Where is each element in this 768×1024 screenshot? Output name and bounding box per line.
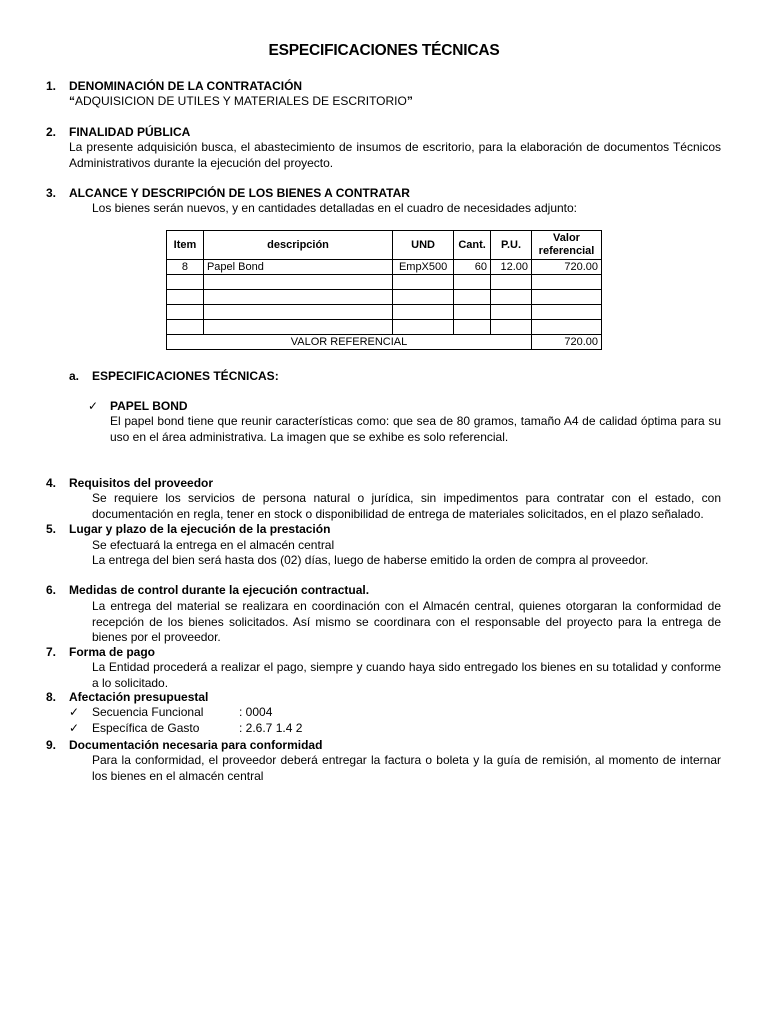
section-9-number: 9. — [46, 738, 57, 752]
section-2-text: La presente adquisición busca, el abastecimiento de insumos de escritorio, para la elaboración de documentos Técnicos Administrativos durante la ejecución del proyecto. — [69, 140, 721, 170]
header-description: descripción — [203, 231, 392, 260]
section-3-heading: ALCANCE Y DESCRIPCIÓN DE LOS BIENES A CONTRATAR — [69, 186, 410, 200]
check-icon: ✓ — [69, 705, 80, 719]
table-header-row — [167, 231, 602, 260]
section-3-text: Los bienes serán nuevos, y en cantidades detalladas en el cuadro de necesidades adjunto: — [92, 201, 578, 215]
section-4-heading: Requisitos del proveedor — [69, 476, 214, 490]
table-row — [167, 260, 602, 275]
open-quote: “ — [69, 94, 75, 108]
budget-item-2-value: : 2.6.7 1.4 2 — [239, 721, 303, 735]
section-6-number: 6. — [46, 583, 57, 597]
papel-bond-heading: PAPEL BOND — [110, 399, 188, 413]
table-row-empty — [167, 305, 602, 320]
section-8-heading: Afectación presupuestal — [69, 690, 209, 704]
subsection-a-letter: a. — [69, 369, 80, 383]
header-und: UND — [393, 231, 454, 260]
header-pu: P.U. — [491, 231, 532, 260]
footer-value: 720.00 — [532, 335, 602, 350]
section-7-heading: Forma de pago — [69, 645, 156, 659]
papel-bond-text: El papel bond tiene que reunir características como: que sea de 80 gramos, tamaño A4 de calidad óptima para su uso en el área administrativa. La imagen que se exhibe es solo referencial. — [110, 414, 721, 444]
section-7-text: La Entidad procederá a realizar el pago, siempre y cuando haya sido entregado los bienes en su totalidad y conforme a lo solicitado. — [92, 660, 721, 690]
header-cant: Cant. — [454, 231, 491, 260]
header-item: Item — [167, 231, 204, 260]
document-title: ESPECIFICACIONES TÉCNICAS — [268, 42, 500, 59]
table-row-empty — [167, 320, 602, 335]
table-row-empty — [167, 290, 602, 305]
budget-item-2-label: Específica de Gasto — [92, 721, 200, 735]
section-4-text: Se requiere los servicios de persona natural o jurídica, sin impedimentos para contratar con el estado, con documentación en regla, tener en stock o disponibilidad de entrega de materiales solicitados, en el plazo señalado. — [92, 491, 721, 521]
section-5-line-2: La entrega del bien será hasta dos (02) días, luego de haberse emitido la orden de compra al proveedor. — [92, 553, 649, 567]
budget-item-1-value: : 0004 — [239, 705, 273, 719]
section-1-text — [69, 94, 413, 110]
cell-cant: 60 — [454, 260, 491, 275]
section-1-number: 1. — [46, 79, 57, 93]
section-6-text: La entrega del material se realizara en coordinación con el Almacén central, quienes otorgaran la conformidad de recepción de los bienes solicitados. Así mismo se coordinara con el responsable del proyecto para la entrega de bienes por el proveedor. — [92, 599, 721, 644]
section-7-number: 7. — [46, 645, 57, 659]
section-5-number: 5. — [46, 522, 57, 536]
section-4-number: 4. — [46, 476, 57, 490]
section-9-heading: Documentación necesaria para conformidad — [69, 738, 323, 752]
cell-pu: 12.00 — [491, 260, 532, 275]
subsection-a-heading: ESPECIFICACIONES TÉCNICAS: — [92, 369, 279, 383]
check-icon: ✓ — [69, 721, 80, 735]
cell-valor: 720.00 — [532, 260, 602, 275]
section-3-number: 3. — [46, 186, 57, 200]
cell-und: EmpX500 — [393, 260, 454, 275]
section-5-line-1: Se efectuará la entrega en el almacén central — [92, 538, 335, 552]
table-row-empty — [167, 275, 602, 290]
close-quote: ” — [406, 94, 413, 108]
section-2-number: 2. — [46, 125, 57, 139]
needs-table — [166, 230, 602, 350]
budget-item-1-label: Secuencia Funcional — [92, 705, 204, 719]
section-6-heading: Medidas de control durante la ejecución contractual. — [69, 583, 370, 597]
cell-description: Papel Bond — [203, 260, 392, 275]
cell-item: 8 — [167, 260, 204, 275]
check-icon: ✓ — [88, 399, 99, 413]
header-valor: Valor referencial — [532, 231, 602, 260]
section-2-heading: FINALIDAD PÚBLICA — [69, 125, 191, 139]
section-5-heading: Lugar y plazo de la ejecución de la prestación — [69, 522, 331, 536]
section-1-heading: DENOMINACIÓN DE LA CONTRATACIÓN — [69, 79, 303, 93]
table-footer-row — [167, 335, 602, 350]
section-8-number: 8. — [46, 690, 57, 704]
section-9-text: Para la conformidad, el proveedor deberá entregar la factura o boleta y la guía de remisión, al momento de internar los bienes en el almacén central — [92, 753, 721, 783]
contract-name: ADQUISICION DE UTILES Y MATERIALES DE ESCRITORIO — [75, 94, 407, 108]
footer-label: VALOR REFERENCIAL — [167, 335, 532, 350]
